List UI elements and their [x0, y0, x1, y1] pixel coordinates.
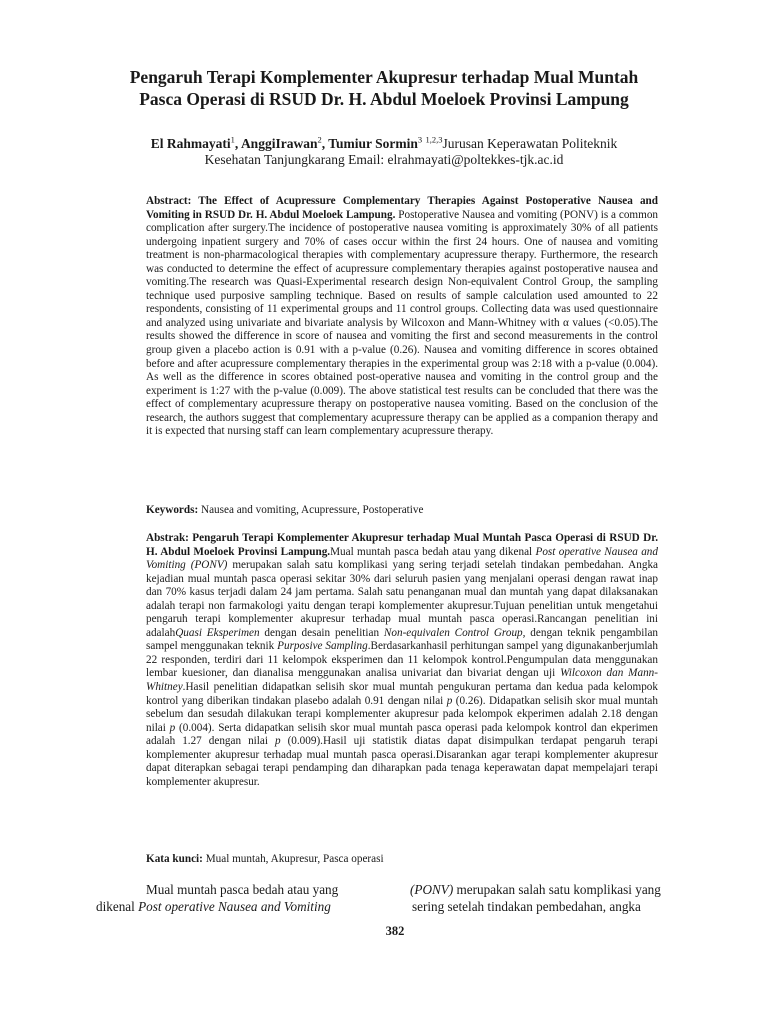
article-title [120, 66, 648, 110]
body-left-line-1: Mual muntah pasca bedah atau yang [146, 882, 339, 897]
body-right-line-1 [410, 882, 700, 899]
abstract-indonesian-text-7: (0.26). Didapatkan selisih skor mual muntah sebelum dan sesudah dilakukan terapi komplementer akupresur pada kelompok ekperimen adalah 2.18 dengan nilai [146, 694, 658, 734]
abstract-indonesian-text-3: dengan desain penelitian [259, 626, 384, 639]
keywords-indonesian-value: Mual muntah, Akupresur, Pasca operasi [202, 853, 384, 865]
keywords-english [146, 504, 658, 518]
affiliation-line-1: Jurusan Keperawatan Politeknik [442, 136, 618, 151]
abstract-english-body: Postoperative Nausea and vomiting (PONV) is a common complication after surgery.The incidence of postoperative nausea vomiting is approximately 30% of all patients undergoing inpatient surgery and 70% of cases occur within the first 24 hours. One of nausea and vomiting treatment is non-pharmacological therapies with complementary acupressure therapy. Furthermore, the research was conducted to determine the effect of acupressure complementary therapies against postoperative nausea and vomiting.The research was Quasi-Experimental research design Non-equivalent Control Group, the sampling technique used purposive sampling technique. Based on results of sample calculation used amounted to 22 respondents, consisting of 11 experimental groups and 11 control groups. Collecting data was used questionnaire and analyzed using univariate and bivariate analysis by Wilcoxon and Mann-Whitney with α values (<0.05).The results showed the difference in score of nausea and vomiting the first and second measurements in the control group given a placebo action is 0.91 with a p-value (0.26). Nausea and vomiting difference in scores obtained before and after acupressure complementary therapies in the experimental group was 2:18 with a p-value (0.004). As well as the difference in scores obtained post-operative nausea and vomiting in the control group and the experiment is 1:27 with the p-value (0.009). The above statistical test results can be concluded that there was the effect of complementary acupressure therapy on postoperative nausea vomiting. Based on the conclusion of the research, the authors suggest that complementary acupressure therapy can be applied as a companion therapy and it is expected that nursing staff can learn complementary acupressure therapy. [146, 208, 659, 438]
author-3: Tumiur Sormin [328, 136, 418, 151]
keywords-indonesian [146, 853, 658, 867]
body-right-line-2: sering setelah tindakan pembedahan, angka [412, 898, 641, 914]
body-column-left [96, 882, 372, 915]
affiliation-mark: 1,2,3 [425, 134, 443, 145]
author-separator-1: , [234, 136, 241, 151]
abstract-indonesian-term-5: Wilcoxon dan Mann-Whitney [146, 667, 658, 694]
abstract-indonesian-text-8: (0.004). Serta didapatkan selisih skor mual muntah pasca operasi pada kelompok kontrol dan ekperimen adalah 1.27 dengan nilai [146, 721, 658, 748]
abstract-indonesian-text-4: dengan teknik pengambilan sampel menggunakan teknik [146, 626, 659, 653]
body-column-right [410, 882, 700, 915]
keywords-english-label: Keywords: [146, 504, 199, 516]
title-line-1: Pengaruh Terapi Komplementer Akupresur terhadap Mual Muntah [129, 67, 639, 87]
author-1-mark: 1 [230, 134, 235, 145]
abstract-indonesian-term-3: Non-equivalen Control Group, [383, 626, 526, 639]
author-separator-2: , [321, 136, 329, 151]
abstract-indonesian-term-8: p [274, 735, 281, 748]
body-left-line-2 [96, 899, 372, 916]
abstract-indonesian-term-2: Quasi Eksperimen [175, 626, 260, 639]
abstract-indonesian-text-2: merupakan salah satu komplikasi yang sering terjadi setelah tindakan pembedahan. Angka kejadian mual muntah pasca operasi sekitar 30% dari seluruh pasien yang menjalani operasi dengan rawat inap dan 70% kasus terjadi dalam 24 jam pertama. Salah satu penanganan mual dan muntah yang dapat dilaksanakan adalah terapi non farmakologi yaitu dengan terapi komplementer akupresur.Tujuan penelitian untuk mengetahui pengaruh terapi komplementer akupresur terhadap mual muntah pasca operasi.Rancangan penelitian ini adalah [146, 559, 659, 639]
abstract-indonesian-term-6: p [446, 694, 453, 707]
abstract-indonesian-text-6: .Hasil penelitian didapatkan selisih skor mual muntah pengukuran pertama dan kedua pada kelompok kontrol yang diberikan tindakan plasebo adalah 0.91 dengan nilai [146, 681, 658, 707]
body-right-line-1-term: (PONV) [410, 882, 454, 897]
abstract-indonesian-text-5: .Berdasarkanhasil perhitungan sampel yang digunakanberjumlah 22 responden, terdiri dari 11 kelompok eksperimen dan 11 kelompok kontrol.Pengumpulan data menggunakan lembar kuesioner, dan dianalisa menggunakan analisa univariat dan bivariat dengan uji [146, 640, 658, 680]
author-2: AnggiIrawan [240, 136, 318, 151]
body-left-line-2-text: dikenal [96, 898, 139, 914]
abstract-indonesian-term-4: Purposive Sampling [277, 640, 368, 653]
abstract-indonesian [146, 532, 658, 789]
body-left-line-2-term: Post operative Nausea and Vomiting [138, 898, 331, 914]
author-block [120, 136, 648, 168]
keywords-indonesian-label: Kata kunci: [146, 853, 203, 865]
abstract-indonesian-term-1: Post operative Nausea and Vomiting (PONV) [146, 545, 658, 572]
page-number: 382 [385, 924, 405, 938]
body-right-line-1-text: merupakan salah satu komplikasi yang [453, 882, 661, 897]
keywords-english-value: Nausea and vomiting, Acupressure, Postoperative [198, 504, 424, 516]
abstract-indonesian-text-9: (0.009).Hasil uji statistik diatas dapat disimpulkan terdapat pengaruh terapi komplementer akupresur terhadap mual muntah pasca operasi.Disarankan agar terapi komplementer akupresur dapat diterapkan sebagai terapi pendamping dan diharapkan pada tenaga keperawatan dapat mempelajari terapi komplementer akupresur. [146, 735, 658, 788]
author-1: El Rahmayati [150, 136, 231, 151]
abstract-english-heading: Abstract: The Effect of Acupressure Complementary Therapies Against Postoperative Nausea and Vomiting in RSUD Dr. H. Abdul Moeloek Lampung. [146, 195, 658, 221]
abstract-english [146, 195, 658, 439]
author-line [120, 136, 648, 152]
affiliation-line-2: Kesehatan Tanjungkarang Email: elrahmayati@poltekkes-tjk.ac.id [204, 152, 564, 167]
abstract-indonesian-term-7: p [169, 721, 176, 734]
title-line-2: Pasca Operasi di RSUD Dr. H. Abdul Moeloek Provinsi Lampung [139, 89, 629, 109]
abstract-indonesian-text-1: Mual muntah pasca bedah atau yang dikenal [330, 545, 536, 558]
author-3-mark: 3 [417, 134, 423, 145]
author-2-mark: 2 [317, 134, 322, 145]
abstract-indonesian-heading: Abstrak: Pengaruh Terapi Komplementer Akupresur terhadap Mual Muntah Pasca Operasi di RSUD Dr. H. Abdul Moeloek Provinsi Lampung. [146, 532, 658, 558]
